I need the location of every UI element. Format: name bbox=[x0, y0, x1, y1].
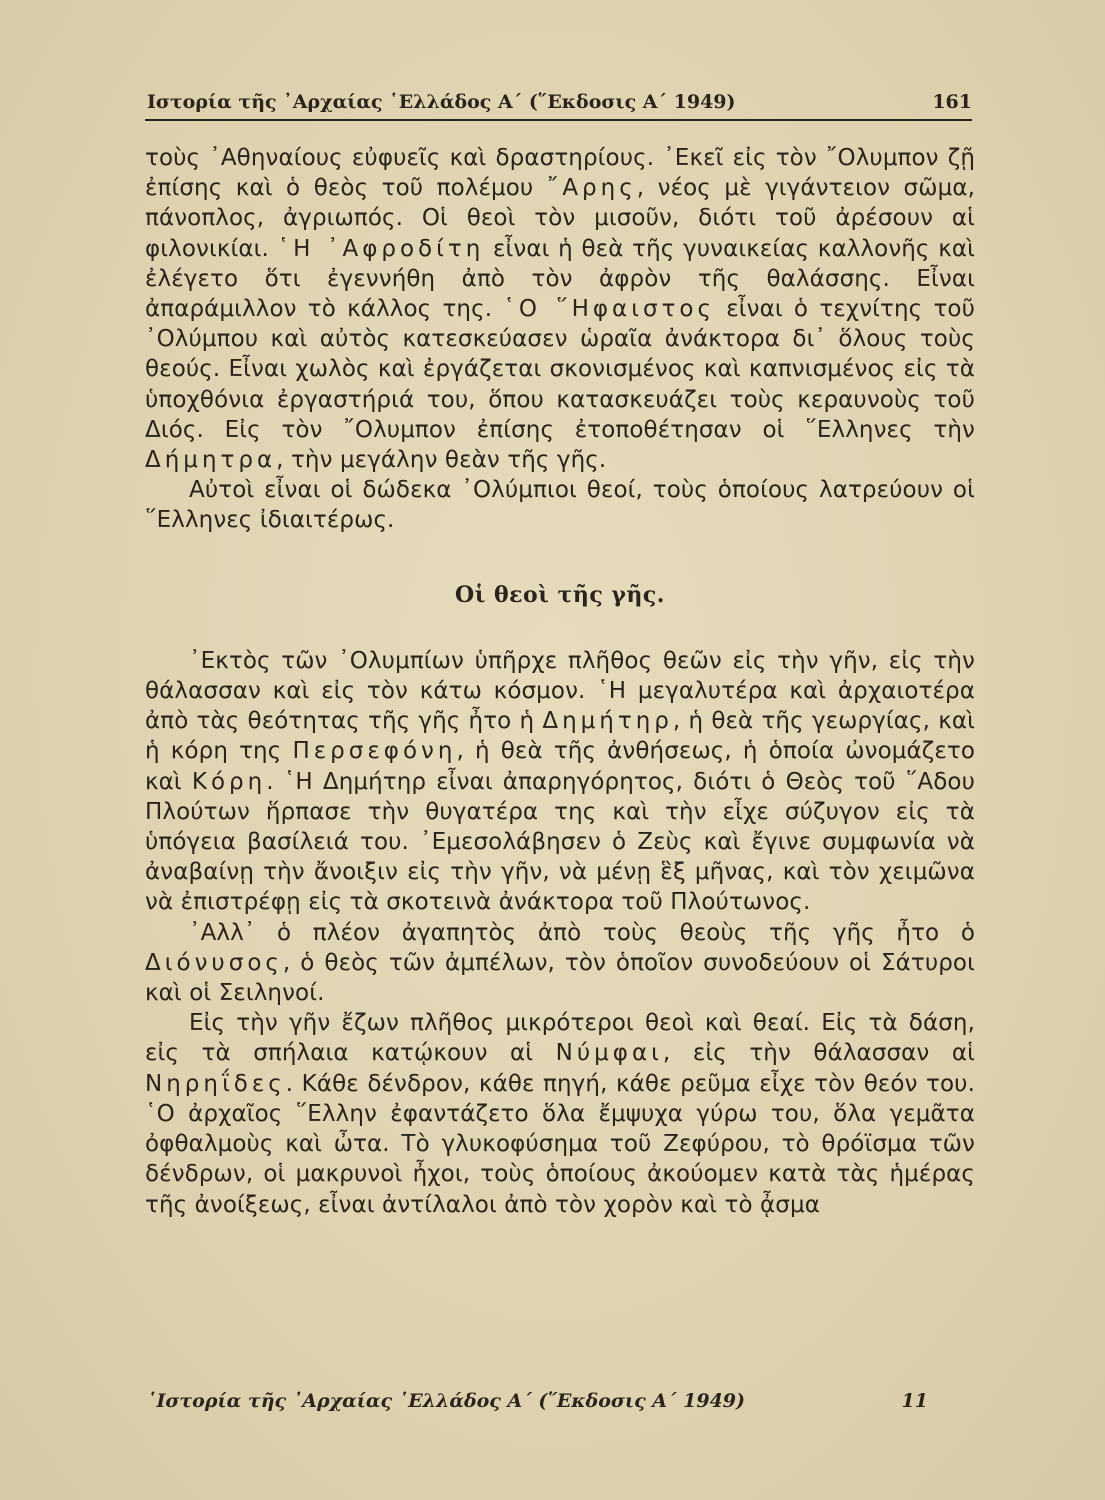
name-nereids: Νηρηΐδες bbox=[145, 1070, 286, 1097]
signature-number: 11 bbox=[901, 1390, 928, 1412]
name-nymphs: Νύμφαι bbox=[555, 1040, 663, 1067]
paragraph-3 bbox=[145, 646, 975, 918]
name-hephaestus: ῾Ο ῞Ηφαιστος bbox=[503, 296, 715, 323]
text-run: , ἡ θεὰ τῆς ἀνθήσεως, ἡ ὁποία ὠνομάζετο καὶ bbox=[145, 738, 975, 795]
name-ares: ῎Αρης bbox=[546, 175, 637, 202]
text-run: τοὺς ᾿Αθηναίους εὐφυεῖς καὶ δραστηρίους. ᾿Εκεῖ εἰς τὸν ῎Ολυμπον ζῇ ἐπίσης καὶ ὁ θεὸς τοῦ πολέμου bbox=[145, 145, 975, 202]
text-run: ᾿Αλλ᾿ ὁ πλέον ἀγαπητὸς ἀπὸ τοὺς θεοὺς τῆς γῆς ἦτο ὁ bbox=[189, 919, 975, 946]
footer-title: ῾Ιστορία τῆς ᾿Αρχαίας ῾Ελλάδος Α΄ (῞Εκδοσις Α΄ 1949) bbox=[147, 1390, 745, 1412]
text-run: Εἰς τὴν γῆν ἔζων πλῆθος μικρότεροι θεοὶ καὶ θεαί. Εἰς τὰ δάση, εἰς τὰ σπήλαια κατῴκουν αἱ bbox=[145, 1010, 975, 1067]
main-text bbox=[145, 143, 975, 1220]
paragraph-2: Αὐτοὶ εἶναι οἱ δώδεκα ᾿Ολύμπιοι θεοί, τοὺς ὁποίους λατρεύουν οἱ ῞Ελληνες ἰδιαιτέρως. bbox=[145, 477, 975, 534]
running-header bbox=[147, 88, 972, 122]
running-footer bbox=[147, 1387, 972, 1417]
name-dionysus: Διόνυσος bbox=[145, 949, 283, 976]
page-number: 161 bbox=[932, 91, 972, 113]
paragraph-5 bbox=[145, 1008, 975, 1219]
text-run: , τὴν μεγάλην θεὰν τῆς γῆς. bbox=[276, 447, 607, 474]
text-run: εἶναι ὁ τεχνίτης τοῦ ᾿Ολύμπου καὶ αὐτὸς κατεσκεύασεν ὡραῖα ἀνάκτορα δι᾿ ὅλους τοὺς θεούς. Εἶναι χωλὸς καὶ ἐργάζεται σκονισμένος καὶ καπνισμένος εἰς τὰ ὑποχθόνια ἐργαστήριά του, ὅπου κατασκευάζει τοὺς κεραυνοὺς τοῦ Διός. Εἰς τὸν ῎Ολυμπον ἐπίσης ἐτοποθέτησαν οἱ ῞Ελληνες τὴν bbox=[145, 296, 975, 443]
name-aphrodite: ῾Η ᾿Αφροδίτη bbox=[277, 235, 485, 262]
text-run: εἶναι ἡ θεὰ τῆς γυναικείας καλλονῆς καὶ ἐλέγετο ὅτι ἐγεννήθη ἀπὸ τὸν ἀφρὸν τῆς θαλάσσης. Εἶναι ἀπαράμιλλον τὸ κάλλος της. bbox=[145, 235, 975, 323]
text-run: ᾿Εκτὸς τῶν ᾿Ολυμπίων ὑπῆρχε πλῆθος θεῶν εἰς τὴν γῆν, εἰς τὴν θάλασσαν καὶ εἰς τὸν κάτω κόσμον. ῾Η μεγαλυτέρα καὶ ἀρχαιοτέρα ἀπὸ τὰς θεότητας τῆς γῆς ἦτο ἡ bbox=[145, 647, 975, 735]
text-run: , ὁ θεὸς τῶν ἀμπέλων, τὸν ὁποῖον συνοδεύουν οἱ Σάτυροι καὶ οἱ Σειληνοί. bbox=[145, 949, 975, 1007]
name-persephone: Περσεφόνη bbox=[292, 738, 457, 765]
text-run: . ῾Η Δημήτηρ εἶναι ἀπαρηγόρητος, διότι ὁ Θεὸς τοῦ ῞Αδου Πλούτων ἥρπασε τὴν θυγατέρα της καὶ τὴν εἶχε σύζυγον εἰς τὰ ὑπόγεια βασίλειά του. ᾿Εμεσολάβησεν ὁ Ζεὺς καὶ ἔγινε συμφωνία νὰ ἀναβαίνῃ τὴν ἄνοιξιν εἰς τὴν γῆν, νὰ μένῃ ἓξ μῆνας, καὶ τὸν χειμῶνα νὰ ἐπιστρέφῃ εἰς τὰ σκοτεινὰ ἀνάκτορα τοῦ Πλούτωνος. bbox=[145, 768, 975, 916]
text-run: , ἡ θεὰ τῆς γεωργίας, καὶ ἡ κόρη της bbox=[145, 708, 975, 765]
paragraph-1 bbox=[145, 143, 975, 475]
name-demeter: Δημήτηρ bbox=[542, 708, 673, 735]
text-run: , εἰς τὴν θάλασσαν αἱ bbox=[662, 1040, 975, 1067]
name-demeter: Δήμητρα bbox=[145, 447, 277, 474]
name-kore: Κόρη bbox=[191, 768, 267, 795]
header-title: Ιστορία τῆς ᾿Αρχαίας ῾Ελλάδος Α΄ (῞Εκδοσις Α΄ 1949) bbox=[147, 91, 736, 113]
paragraph-4 bbox=[145, 918, 975, 1009]
text-run: , νέος μὲ γιγάντειον σῶμα, πάνοπλος, ἀγριωπός. Οἱ θεοὶ τὸν μισοῦν, διότι τοῦ ἀρέσουν αἱ φιλονικίαι. bbox=[145, 175, 975, 262]
section-heading: Οἱ θεοὶ τῆς γῆς. bbox=[455, 581, 665, 608]
header-rule bbox=[145, 119, 972, 121]
text-run: . Κάθε δένδρον, κάθε πηγή, κάθε ρεῦμα εἶχε τὸν θεόν του. ῾Ο ἀρχαῖος ῞Ελλην ἐφαντάζετο ὅλα ἔμψυχα γύρω του, ὅλα γεμᾶτα ὀφθαλμοὺς καὶ ὦτα. Τὸ γλυκοφύσημα τοῦ Ζεφύρου, τὸ θρόϊσμα τῶν δένδρων, οἱ μακρυνοὶ ἦχοι, τοὺς ὁποίους ἀκούομεν κατὰ τὰς ἡμέρας τῆς ἀνοίξεως, εἶναι ἀντίλαλοι ἀπὸ τὸν χορὸν καὶ τὸ ᾆσμα bbox=[145, 1070, 975, 1218]
